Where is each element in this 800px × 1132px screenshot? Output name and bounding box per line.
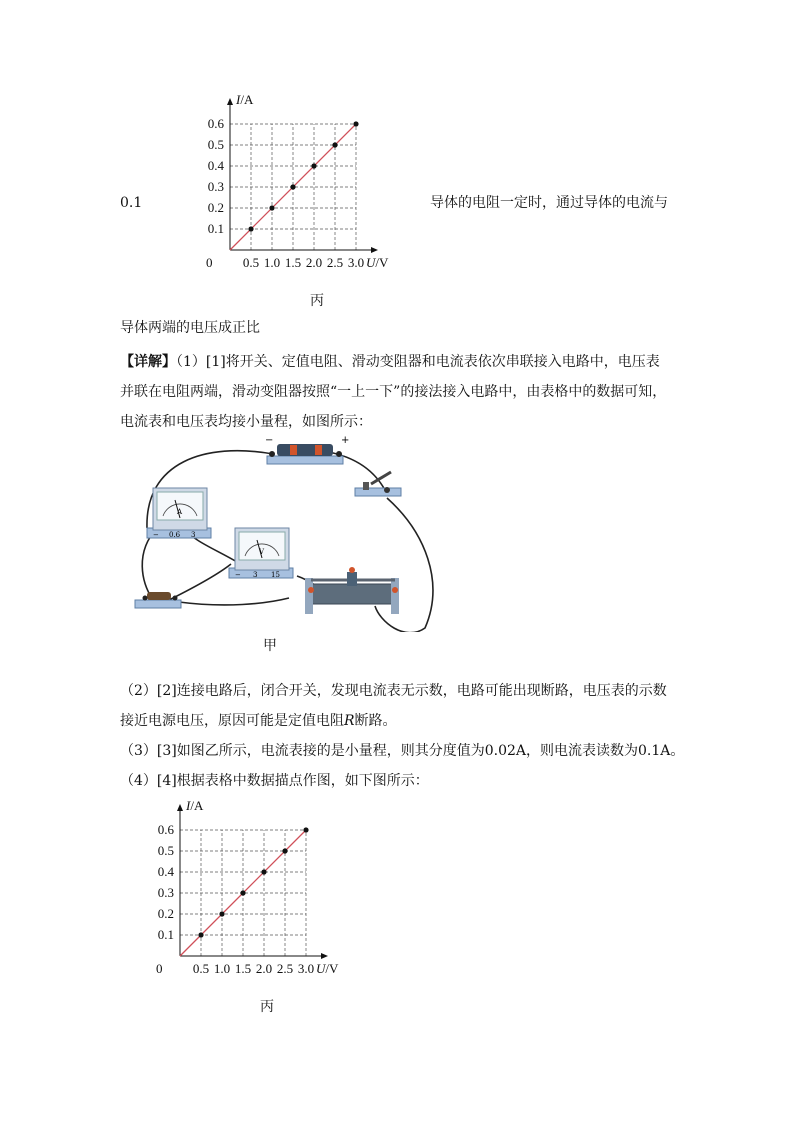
y-tick-label: 0.3 <box>157 885 174 900</box>
i-u-graph-bottom <box>140 796 350 1016</box>
fixed-resistor <box>135 592 181 608</box>
battery-holder <box>265 435 349 464</box>
y-axis-arrow <box>177 804 183 811</box>
x-axis-arrow <box>371 247 378 253</box>
data-point <box>303 827 308 832</box>
ammeter-terminal-3: 3 <box>191 531 196 539</box>
y-tick-label: 0.2 <box>157 906 174 921</box>
voltmeter-letter: V <box>259 548 265 556</box>
data-point <box>219 911 224 916</box>
chart-caption: 丙 <box>310 294 324 309</box>
part4-line-1: （4）[4]根据表格中数据描点作图，如下图所示： <box>120 773 429 789</box>
x-tick-label: 0.5 <box>242 255 260 270</box>
data-point <box>332 142 337 147</box>
slide-rheostat <box>305 567 399 614</box>
x-tick-label: 0.5 <box>192 961 210 976</box>
voltmeter-terminal-15: 15 <box>271 571 280 579</box>
battery-minus-label: − <box>265 435 274 446</box>
y-tick-label: 0.6 <box>157 822 174 837</box>
data-point <box>353 121 358 126</box>
x-axis-label: U/V <box>366 255 389 270</box>
data-point <box>282 848 287 853</box>
y-tick-label: 0.3 <box>207 179 224 194</box>
ammeter <box>147 488 211 539</box>
part2-line-2-a: 接近电源电压，原因可能是定值电阻 <box>120 713 344 729</box>
data-point <box>240 890 245 895</box>
ammeter-terminal-neg: − <box>153 531 159 539</box>
chart-caption: 丙 <box>260 1000 274 1015</box>
y-tick-label: 0.6 <box>207 116 224 131</box>
circuit-caption: 甲 <box>263 638 277 654</box>
origin-label: 0 <box>206 255 213 270</box>
data-point <box>198 932 203 937</box>
part2-line-2 <box>120 711 397 731</box>
x-axis-label: U/V <box>316 961 339 976</box>
explanation-line-1 <box>120 352 660 372</box>
voltmeter <box>229 528 293 579</box>
x-tick-label: 2.0 <box>255 961 273 976</box>
data-point <box>261 869 266 874</box>
data-point <box>311 163 316 168</box>
conclusion-text-part1: 导体的电阻一定时，通过导体的电流与 <box>430 195 668 211</box>
x-tick-label: 1.0 <box>263 255 281 270</box>
ammeter-letter: A <box>177 508 183 516</box>
voltmeter-terminal-neg: − <box>235 571 241 579</box>
data-point <box>269 205 274 210</box>
y-axis-arrow <box>227 98 233 105</box>
explanation-line-3: 电流表和电压表均接小量程，如图所示： <box>120 414 372 430</box>
circuit-diagram <box>125 432 445 632</box>
x-tick-label: 2.5 <box>276 961 294 976</box>
blank-answer-value: 0.1 <box>120 195 143 211</box>
ammeter-terminal-0-6: 0.6 <box>169 531 181 539</box>
x-tick-label: 2.0 <box>305 255 323 270</box>
data-point <box>290 184 295 189</box>
y-tick-label: 0.1 <box>207 221 224 236</box>
voltmeter-terminal-3: 3 <box>253 571 258 579</box>
x-tick-label: 1.5 <box>234 961 252 976</box>
part3-line-1: （3）[3]如图乙所示，电流表接的是小量程，则其分度值为0.02A，则电流表读数为0.1A。 <box>120 743 685 759</box>
x-tick-label: 1.0 <box>213 961 231 976</box>
data-point <box>248 226 253 231</box>
y-tick-label: 0.5 <box>157 843 174 858</box>
y-tick-label: 0.4 <box>207 158 224 173</box>
x-tick-label: 3.0 <box>297 961 315 976</box>
x-tick-label: 1.5 <box>284 255 302 270</box>
y-axis-label: I/A <box>236 92 254 107</box>
origin-label: 0 <box>156 961 163 976</box>
y-tick-label: 0.5 <box>207 137 224 152</box>
explanation-line-1-text: （1）[1]将开关、定值电阻、滑动变阻器和电流表依次串联接入电路中，电压表 <box>176 354 660 370</box>
y-axis-label: I/A <box>186 798 204 813</box>
y-tick-label: 0.4 <box>157 864 174 879</box>
knife-switch <box>355 472 401 496</box>
y-tick-label: 0.2 <box>207 200 224 215</box>
x-axis-arrow <box>321 953 328 959</box>
y-tick-label: 0.1 <box>157 927 174 942</box>
resistor-symbol-r: R <box>344 713 355 729</box>
battery-plus-label: + <box>341 435 350 446</box>
explanation-label: 【详解】 <box>120 354 176 370</box>
explanation-line-2: 并联在电阻两端，滑动变阻器按照“一上一下”的接法接入电路中，由表格中的数据可知， <box>120 384 667 400</box>
i-u-graph-top <box>190 90 400 310</box>
part2-line-2-b: 断路。 <box>354 713 397 729</box>
part2-line-1: （2）[2]连接电路后，闭合开关，发现电流表无示数，电路可能出现断路，电压表的示数 <box>120 683 667 699</box>
x-tick-label: 2.5 <box>326 255 344 270</box>
conclusion-text-part2: 导体两端的电压成正比 <box>120 320 260 336</box>
x-tick-label: 3.0 <box>347 255 365 270</box>
